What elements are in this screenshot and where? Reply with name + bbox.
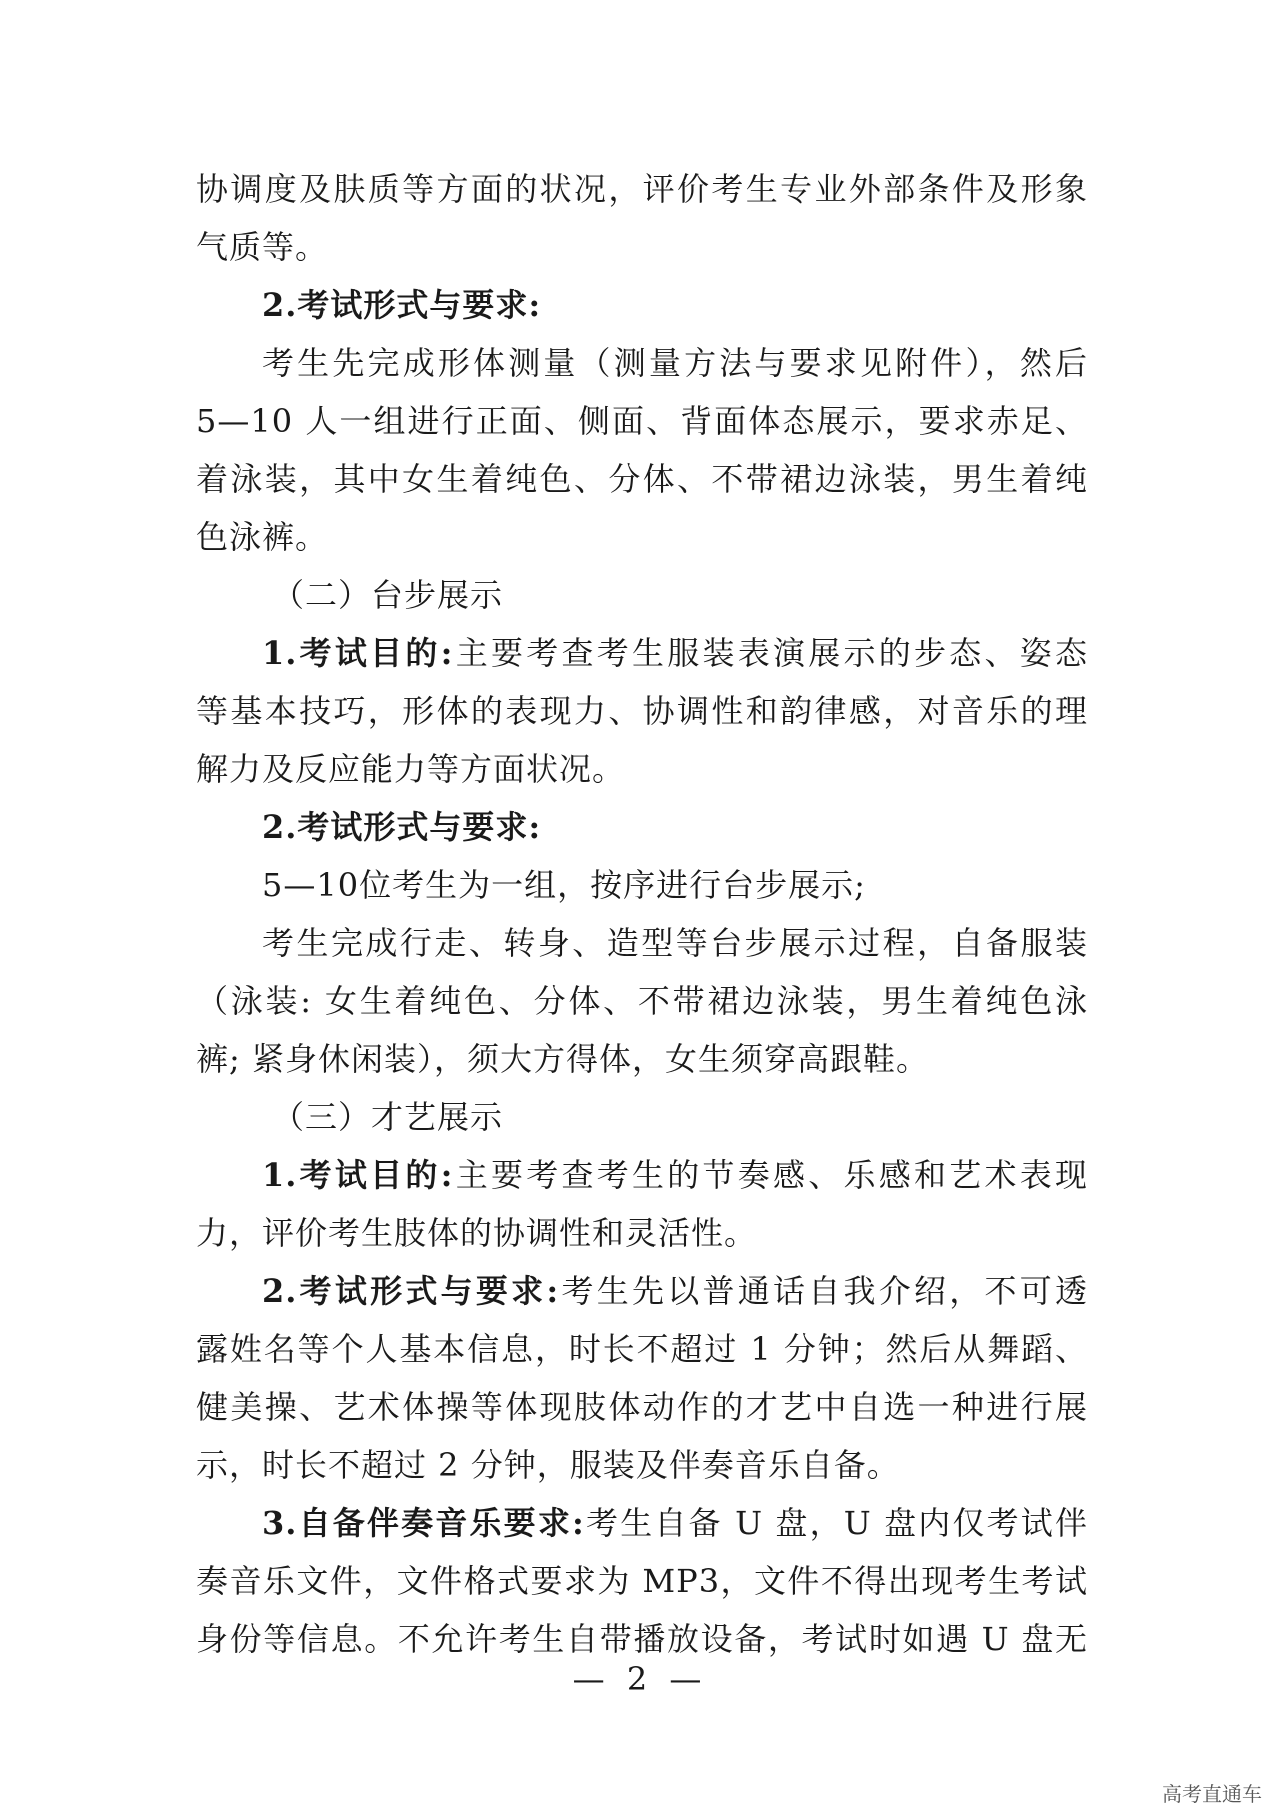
subheading-text: （三）才艺展示 xyxy=(272,1098,504,1136)
line-text: 协调度及肤质等方面的状况，评价考生专业外部条件及形象 xyxy=(196,170,1088,208)
line-text: （泳装: 女生着纯色、分体、不带裙边泳装，男生着纯色泳 xyxy=(196,982,1088,1020)
line-text: 裤; 紧身休闲装），须大方得体，女生须穿高跟鞋。 xyxy=(196,1040,929,1078)
line-text: 等基本技巧，形体的表现力、协调性和韵律感，对音乐的理 xyxy=(196,692,1088,730)
paragraph xyxy=(196,1262,1088,1494)
text-line xyxy=(196,218,1088,276)
paragraph xyxy=(196,276,1088,334)
line-text: 力，评价考生肢体的协调性和灵活性。 xyxy=(196,1214,758,1252)
line-text: 5—10 人一组进行正面、侧面、背面体态展示，要求赤足、 xyxy=(196,402,1088,440)
line-text: 主要考查考生服装表演展示的步态、姿态 xyxy=(453,634,1088,672)
line-text: 健美操、艺术体操等体现肢体动作的才艺中自选一种进行展 xyxy=(196,1388,1088,1426)
line-text: 考生自备 U 盘，U 盘内仅考试伴 xyxy=(584,1504,1088,1542)
paragraph xyxy=(196,160,1088,276)
line-text: 示，时长不超过 2 分钟，服装及伴奏音乐自备。 xyxy=(196,1446,900,1484)
text-line xyxy=(196,508,1088,566)
line-text: 解力及反应能力等方面状况。 xyxy=(196,750,626,788)
section-subheading xyxy=(196,566,1088,624)
paragraph-heading: 1.考试目的: xyxy=(262,1156,454,1194)
paragraph-heading: 2.考试形式与要求: xyxy=(262,808,542,846)
paragraph xyxy=(196,798,1088,856)
line-text: 气质等。 xyxy=(196,228,329,266)
line-text: 露姓名等个人基本信息，时长不超过 1 分钟；然后从舞蹈、 xyxy=(196,1330,1088,1368)
text-line xyxy=(196,1494,1088,1552)
paragraph-heading: 2.考试形式与要求: xyxy=(262,286,542,324)
watermark-text: 高考直通车 xyxy=(1162,1782,1262,1806)
paragraph-heading: 2.考试形式与要求: xyxy=(262,1272,560,1310)
text-line xyxy=(196,1030,1088,1088)
text-line xyxy=(196,1436,1088,1494)
paragraph-heading: 1.考试目的: xyxy=(262,634,454,672)
text-line xyxy=(196,450,1088,508)
line-text: 着泳装，其中女生着纯色、分体、不带裙边泳装，男生着纯 xyxy=(196,460,1088,498)
paragraph xyxy=(196,856,1088,914)
paragraph xyxy=(196,624,1088,798)
paragraph xyxy=(196,1494,1088,1668)
text-line xyxy=(196,624,1088,682)
line-text: 身份等信息。不允许考生自带播放设备，考试时如遇 U 盘无 xyxy=(196,1620,1088,1658)
line-text: 奏音乐文件，文件格式要求为 MP3，文件不得出现考生考试 xyxy=(196,1562,1088,1600)
text-line xyxy=(196,1204,1088,1262)
text-line xyxy=(196,740,1088,798)
paragraph xyxy=(196,1146,1088,1262)
line-text: 5—10位考生为一组，按序进行台步展示; xyxy=(262,866,866,904)
text-line xyxy=(196,798,1088,856)
text-line xyxy=(196,682,1088,740)
text-line xyxy=(196,334,1088,392)
page-number: — 2 — xyxy=(572,1660,708,1698)
text-line xyxy=(196,856,1088,914)
text-line xyxy=(196,276,1088,334)
line-text: 考生先以普通话自我介绍，不可透 xyxy=(559,1272,1088,1310)
line-text: 色泳裤。 xyxy=(196,518,329,556)
text-line xyxy=(196,972,1088,1030)
text-line xyxy=(196,1378,1088,1436)
text-line xyxy=(196,160,1088,218)
line-text: 考生完成行走、转身、造型等台步展示过程，自备服装 xyxy=(262,924,1088,962)
subheading-text: （二）台步展示 xyxy=(272,576,504,614)
document-body xyxy=(196,160,1088,1668)
paragraph xyxy=(196,914,1088,1088)
line-text: 主要考查考生的节奏感、乐感和艺术表现 xyxy=(453,1156,1088,1194)
text-line xyxy=(196,914,1088,972)
paragraph-heading: 3.自备伴奏音乐要求: xyxy=(262,1504,585,1542)
line-text: 考生先完成形体测量（测量方法与要求见附件），然后 xyxy=(262,344,1088,382)
text-line xyxy=(196,1320,1088,1378)
text-line xyxy=(196,1552,1088,1610)
text-line xyxy=(196,1146,1088,1204)
paragraph xyxy=(196,334,1088,566)
text-line xyxy=(196,1262,1088,1320)
section-subheading xyxy=(196,1088,1088,1146)
text-line xyxy=(196,392,1088,450)
